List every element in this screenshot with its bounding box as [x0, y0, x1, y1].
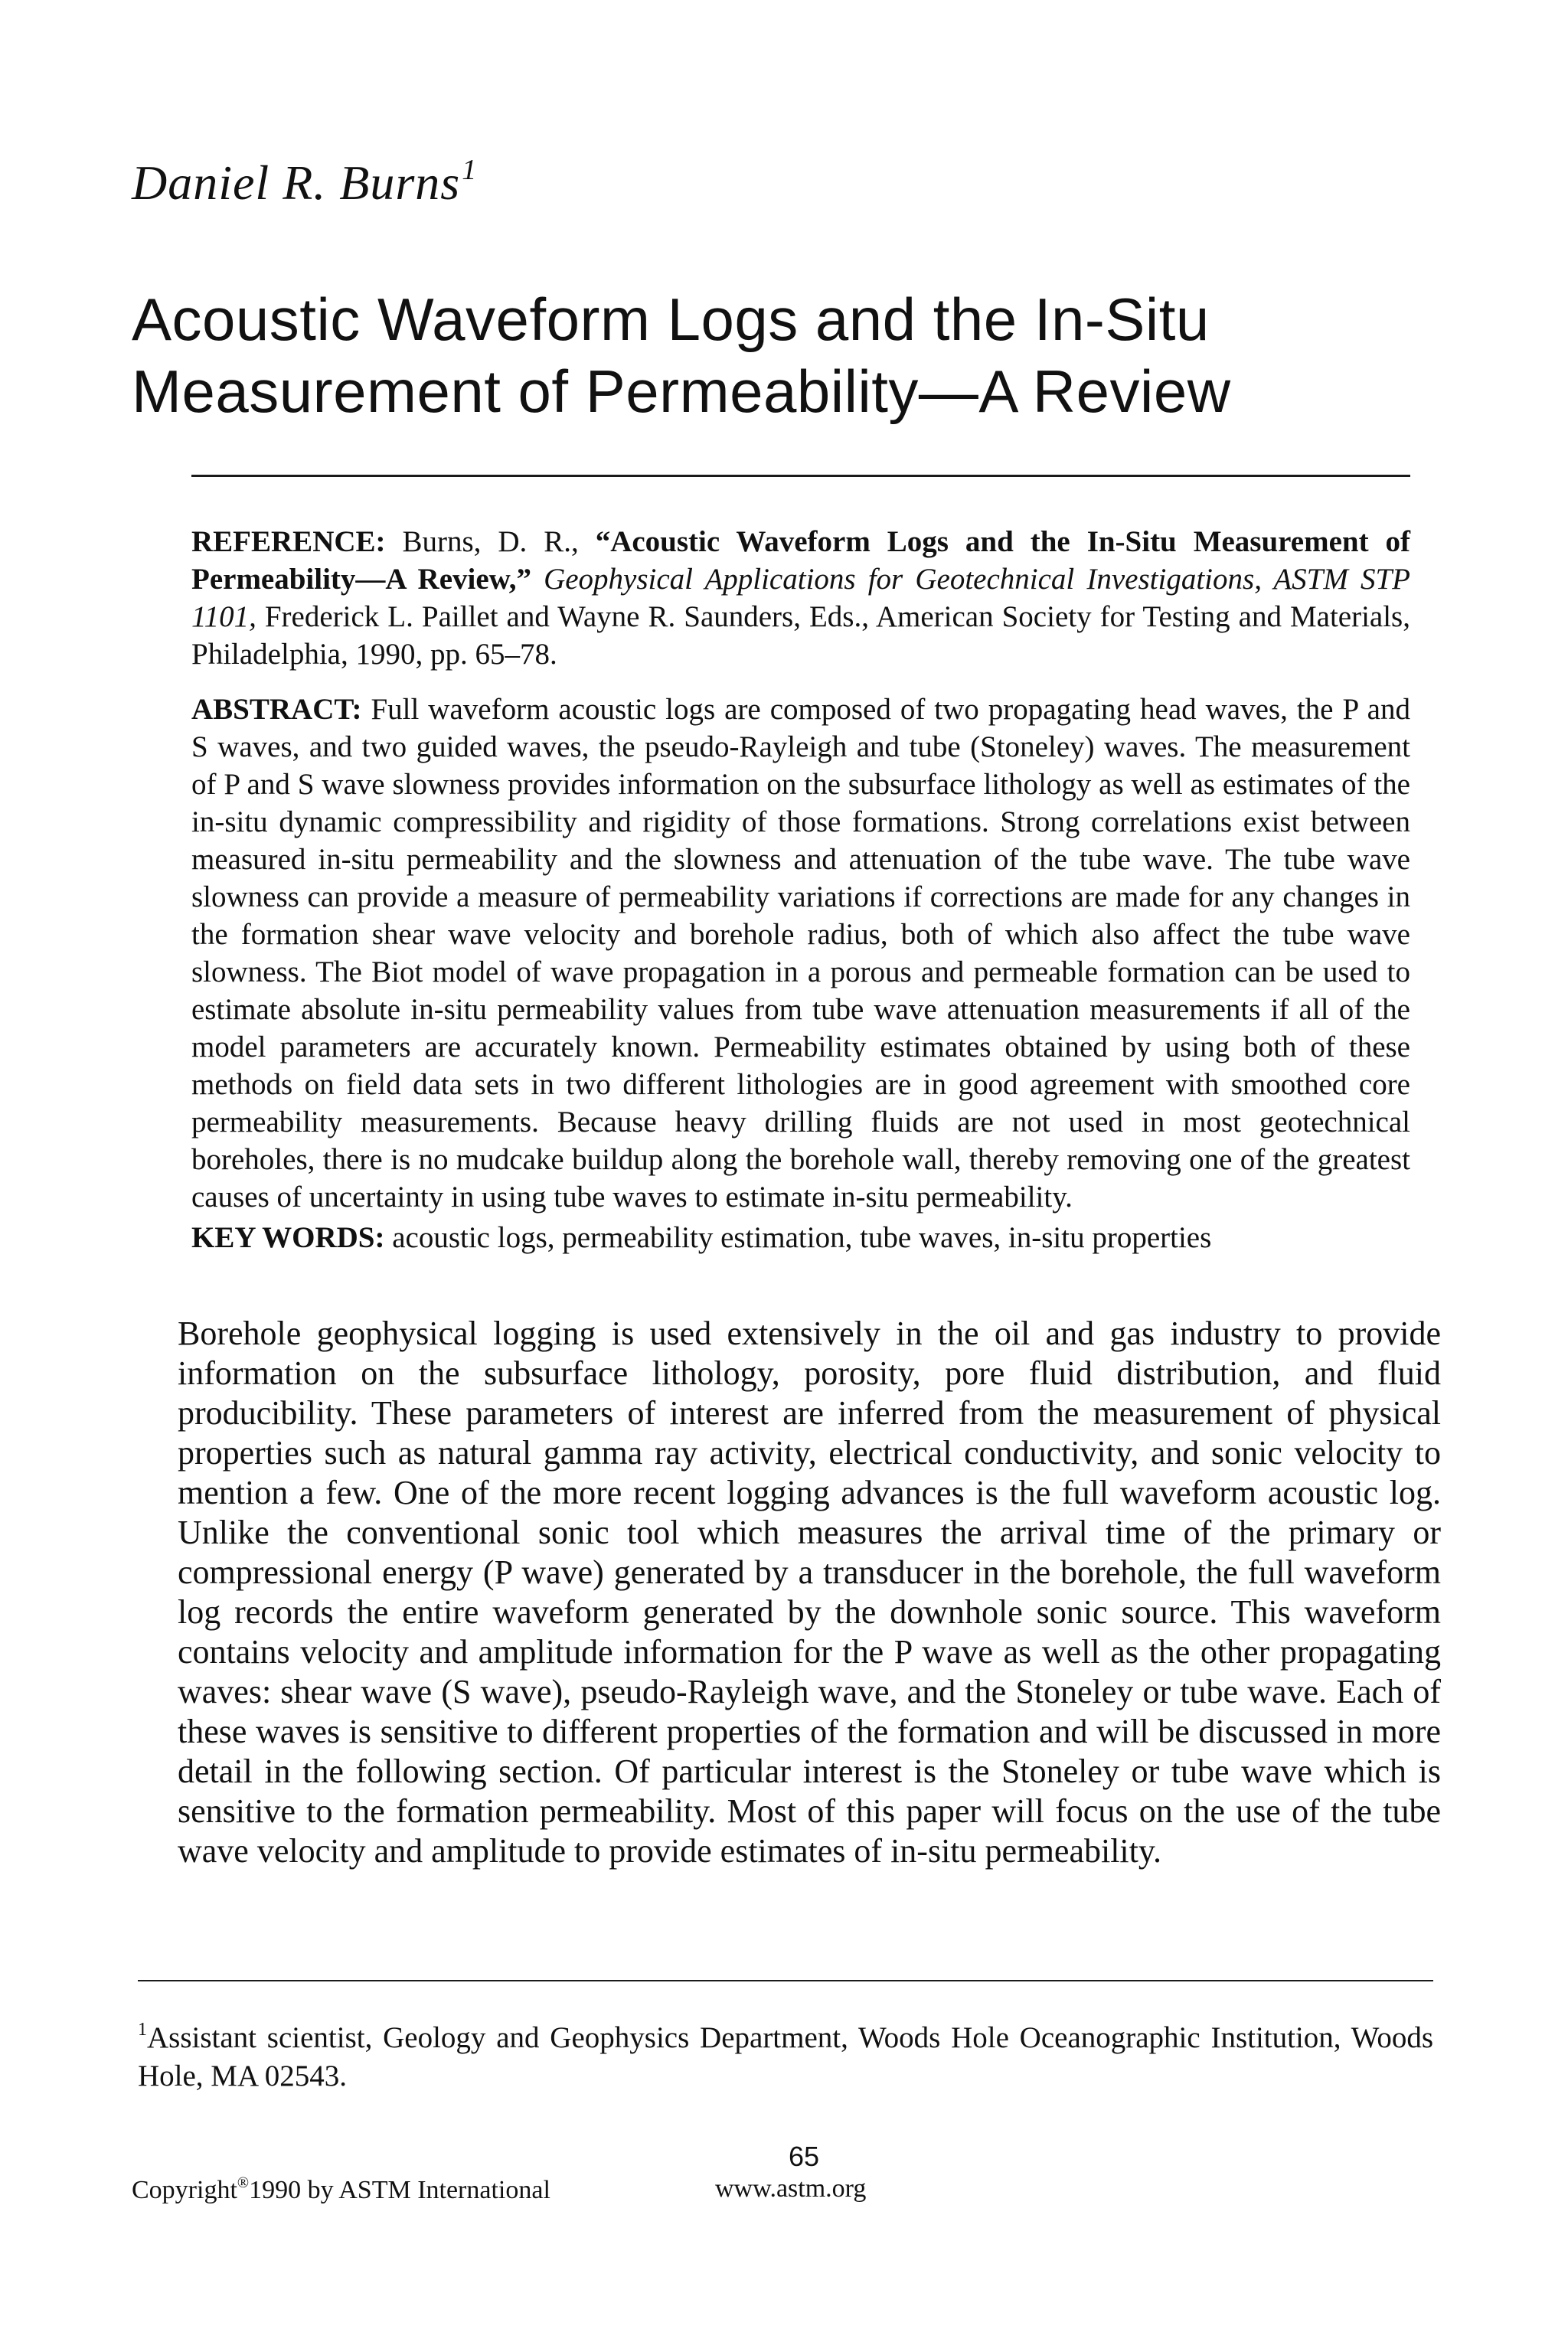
reference-block — [191, 523, 1410, 673]
footnote-divider — [138, 1980, 1433, 1981]
author-name-text: Daniel R. Burns — [132, 155, 461, 210]
body-paragraph: Borehole geophysical logging is used extensively in the oil and gas industry to provide information on the subsurface lithology, porosity, pore fluid distribution, and fluid producibility. These parameters of interest are inferred from the measurement of physical properties such as natural gamma ray activity, electrical conductivity, and sonic velocity to mention a few. One of the more recent logging advances is the full waveform acoustic log. Unlike the conventional sonic tool which measures the arrival time of the primary or compressional energy (P wave) generated by a transducer in the borehole, the full waveform log records the entire waveform generated by the downhole sonic source. This waveform contains velocity and amplitude information for the P wave as well as the other propagating waves: shear wave (S wave), pseudo-Rayleigh wave, and the Stoneley or tube wave. Each of these waves is sensitive to different properties of the formation and will be discussed in more detail in the following section. Of particular interest is the Stoneley or tube wave which is sensitive to the formation permeability. Most of this paper will focus on the use of the tube wave velocity and amplitude to provide estimates of in-situ permeability. — [178, 1315, 1441, 1870]
reference-label: REFERENCE: — [191, 525, 386, 558]
copyright-notice — [132, 2174, 550, 2205]
footnote-mark: 1 — [138, 2020, 147, 2040]
abstract-label: ABSTRACT: — [191, 693, 362, 726]
author-footnote-mark: 1 — [462, 154, 478, 186]
title-divider — [191, 475, 1410, 477]
abstract-text: Full waveform acoustic logs are composed of two propagating head waves, the P and S waves, and two guided waves, the pseudo-Rayleigh and tube (Stoneley) waves. The measurement of P and S wave slowness provides information on the subsurface lithology as well as estimates of the in-situ dynamic compressibility and rigidity of those formations. Strong correlations exist between measured in-situ permeability and the slowness and attenuation of the tube wave. The tube wave slowness can provide a measure of permeability variations if corrections are made for any changes in the formation shear wave velocity and borehole radius, both of which also affect the tube wave slowness. The Biot model of wave propagation in a porous and permeable formation can be used to estimate absolute in-situ permeability values from tube wave attenuation measurements if all of the model parameters are accurately known. Permeability estimates obtained by using both of these methods on field data sets in two different lithologies are in good agreement with smoothed core permeability measurements. Because heavy drilling fluids are not used in most geotechnical boreholes, there is no mudcake buildup along the borehole wall, thereby removing one of the greatest causes of uncertainty in using tube waves to estimate in-situ permeability. — [191, 693, 1410, 1214]
paper-title — [132, 283, 1479, 427]
author-name — [132, 153, 477, 211]
copyright-symbol: ® — [237, 2174, 250, 2191]
reference-details: Frederick L. Paillet and Wayne R. Saunders, Eds., American Society for Testing and Materials, Philadelphia, 1990, pp. 65–78. — [191, 600, 1410, 671]
keywords-block — [191, 1219, 1410, 1256]
paper-title-line-2: Measurement of Permeability—A Review — [132, 358, 1231, 425]
keywords-text: acoustic logs, permeability estimation, tube waves, in-situ properties — [392, 1221, 1212, 1254]
footnote-text: Assistant scientist, Geology and Geophysics Department, Woods Hole Oceanographic Institution, Woods Hole, MA 02543. — [138, 2021, 1433, 2092]
footnote — [138, 2011, 1433, 2096]
publisher-website: www.astm.org — [715, 2174, 867, 2203]
copyright-text: 1990 by ASTM International — [249, 2176, 550, 2204]
page-number: 65 — [788, 2141, 820, 2172]
paper-title-line-1: Acoustic Waveform Logs and the In-Situ — [132, 286, 1210, 353]
copyright-prefix: Copyright — [132, 2176, 237, 2204]
reference-publication: Geophysical Applications for Geotechnical Investigations, ASTM STP 1101, — [191, 563, 1410, 633]
abstract-block — [191, 691, 1410, 1216]
reference-authors: Burns, D. R., — [402, 525, 596, 558]
keywords-label: KEY WORDS: — [191, 1221, 385, 1254]
reference-paper-title: “Acoustic Waveform Logs and the In-Situ Measurement of Permeability—A Review,” — [191, 525, 1411, 596]
